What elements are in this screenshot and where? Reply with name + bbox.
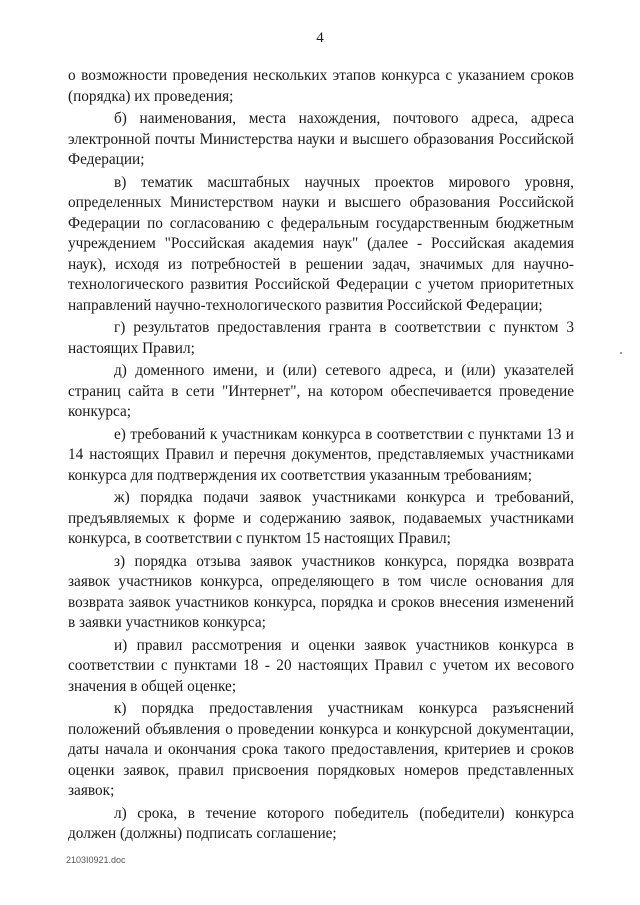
paragraph: е) требований к участникам конкурса в соответствии с пунктами 13 и 14 настоящих Правил и перечня документов, представляемых участниками конкурса для подтверждения их соответствия указанным требованиям; <box>68 425 574 484</box>
paragraph: к) порядка предоставления участникам конкурса разъяснений положений объявления о проведении конкурса и конкурсной документации, даты начала и окончания срока такого предоставления, критериев и сроков оценки заявок, правил присвоения порядковых номеров представленных заявок; <box>68 700 574 799</box>
paragraph: о возможности проведения нескольких этапов конкурса с указанием сроков (порядка) их проведения; <box>68 67 574 105</box>
document-body <box>68 66 574 847</box>
paragraph: в) тематик масштабных научных проектов мирового уровня, определенных Министерством науки и высшего образования Российской Федерации по согласованию с федеральным государственным бюджетным учреждением "Российская академия наук" (далее - Российская академия наук), исходя из потребностей в решении задач, значимых для научно-технологического развития Российской Федерации с учетом приоритетных направлений научно-технологического развития Российской Федерации; <box>68 173 574 314</box>
paragraph: б) наименования, места нахождения, почтового адреса, адреса электронной почты Министерства науки и высшего образования Российской Федерации; <box>68 110 574 168</box>
page-number: 4 <box>316 30 324 46</box>
footer-file-code: 2103I0921.doc <box>66 855 126 865</box>
paragraph: ж) порядка подачи заявок участниками конкурса и требований, предъявляемых к форме и содержанию заявок, подаваемых участниками конкурса, в соответствии с пунктом 15 настоящих Правил; <box>68 489 574 547</box>
paragraph: л) срока, в течение которого победитель (победители) конкурса должен (должны) подписать соглашение; <box>68 804 574 842</box>
paragraph: д) доменного имени, и (или) сетевого адреса, и (или) указателей страниц сайта в сети "Интернет", на котором обеспечивается проведение конкурса; <box>68 362 574 420</box>
paragraph: г) результатов предоставления гранта в соответствии с пунктом 3 настоящих Правил; <box>68 319 574 357</box>
margin-mark <box>620 352 622 354</box>
paragraph: и) правил рассмотрения и оценки заявок участников конкурса в соответствии с пунктами 18 - 20 настоящих Правил с учетом их весового значения в общей оценке; <box>68 636 574 695</box>
paragraph: з) порядка отзыва заявок участников конкурса, порядка возврата заявок участников конкурса, определяющего в том числе основания для возврата заявок участников конкурса, порядка и сроков внесения изменений в заявки участников конкурса; <box>68 552 574 631</box>
